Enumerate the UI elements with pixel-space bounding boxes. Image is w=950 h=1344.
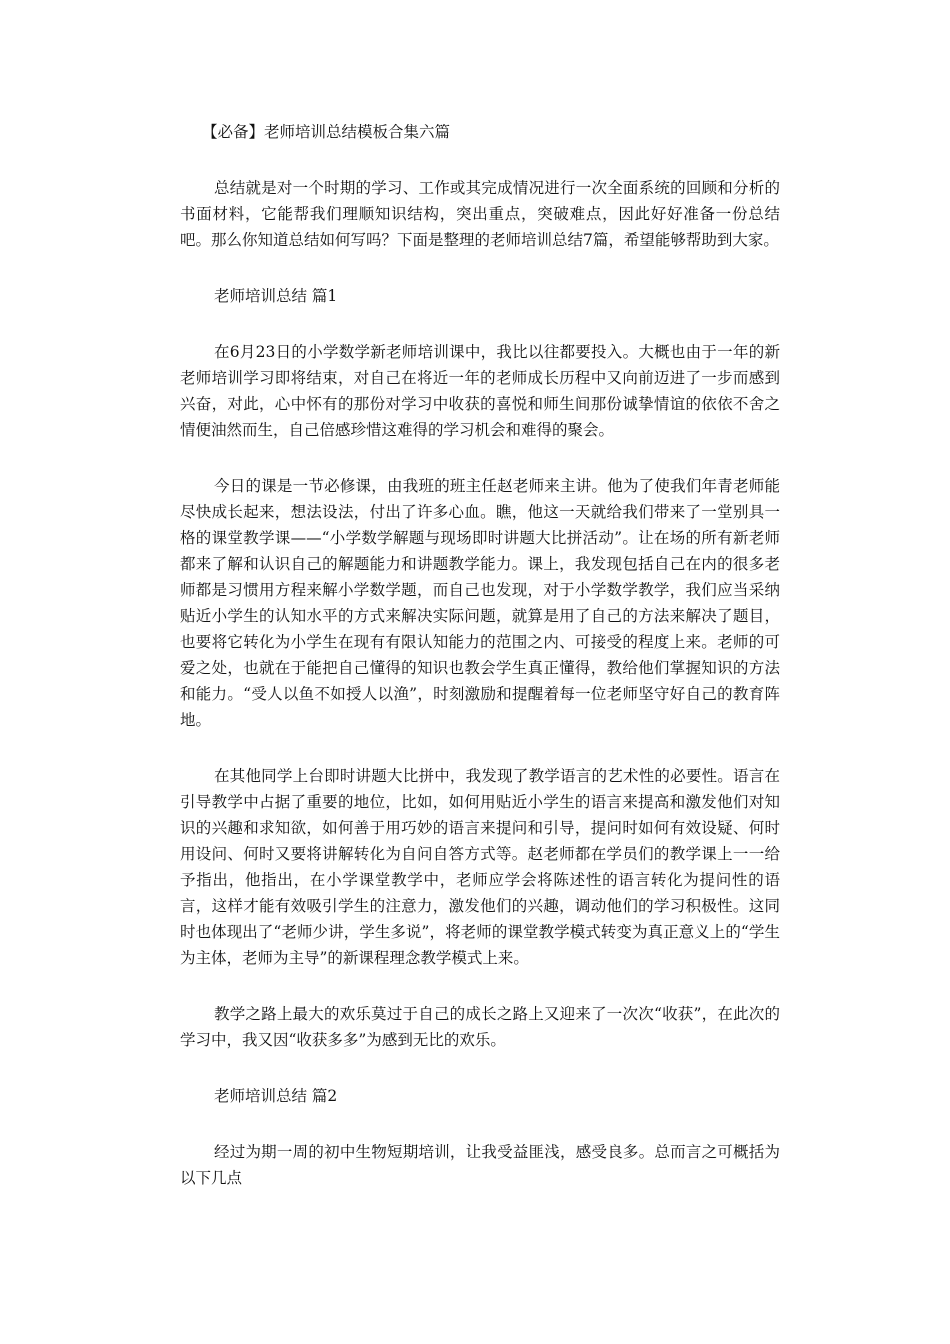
section-heading-2: 老师培训总结 篇2: [214, 1087, 338, 1105]
body-paragraph: 在6月23日的小学数学新老师培训课中，我比以往都要投入。大概也由于一年的新老师培训学习即将结束，对自己在将近一年的老师成长历程中又向前迈进了一步而感到兴奋，对此，心中怀有的那份对学习中收获的喜悦和师生间那份诚挚情谊的依依不舍之情便油然而生，自己倍感珍惜这难得的学习机会和难得的聚会。: [180, 343, 780, 439]
body-paragraph: 今日的课是一节必修课，由我班的班主任赵老师来主讲。他为了使我们年青老师能尽快成长起来，想法设法，付出了许多心血。瞧，他这一天就给我们带来了一堂别具一格的课堂教学课——“小学数学解题与现场即时讲题大比拼活动”。让在场的所有新老师都来了解和认识自己的解题能力和讲题教学能力。课上，我发现包括自己在内的很多老师都是习惯用方程来解小学数学题，而自己也发现，对于小学数学教学，我们应当采纳贴近小学生的认知水平的方式来解决实际问题，就算是用了自己的方法来解决了题目，也要将它转化为小学生在现有有限认知能力的范围之内、可接受的程度上来。老师的可爱之处，也就在于能把自己懂得的知识也教会学生真正懂得，教给他们掌握知识的方法和能力。“受人以鱼不如授人以渔”，时刻激励和提醒着每一位老师坚守好自己的教育阵地。: [180, 477, 780, 729]
body-paragraph: 在其他同学上台即时讲题大比拼中，我发现了教学语言的艺术性的必要性。语言在引导教学中占据了重要的地位，比如，如何用贴近小学生的语言来提高和激发他们对知识的兴趣和求知欲，如何善于用巧妙的语言来提问和引导，提问时如何有效设疑、何时用设问、何时又要将讲解转化为自问自答方式等。赵老师都在学员们的教学课上一一给予指出，他指出，在小学课堂教学中，老师应学会将陈述性的语言转化为提问性的语言，这样才能有效吸引学生的注意力，激发他们的兴趣，调动他们的学习积极性。这同时也体现出了“老师少讲，学生多说”，将老师的课堂教学模式转变为真正意义上的“学生为主体，老师为主导”的新课程理念教学模式上来。: [180, 767, 780, 967]
body-paragraph: 经过为期一周的初中生物短期培训，让我受益匪浅，感受良多。总而言之可概括为以下几点: [180, 1143, 780, 1187]
body-paragraph: 教学之路上最大的欢乐莫过于自己的成长之路上又迎来了一次次“收获”，在此次的学习中，我又因“收获多多”为感到无比的欢乐。: [180, 1005, 780, 1049]
intro-paragraph: 总结就是对一个时期的学习、工作或其完成情况进行一次全面系统的回顾和分析的书面材料，它能帮我们理顺知识结构，突出重点，突破难点，因此好好准备一份总结吧。那么你知道总结如何写吗？下面是整理的老师培训总结7篇，希望能够帮助到大家。: [180, 179, 780, 249]
document-title: 【必备】老师培训总结模板合集六篇: [202, 123, 451, 141]
document-body: [180, 119, 780, 1191]
section-heading-1: 老师培训总结 篇1: [214, 287, 338, 305]
